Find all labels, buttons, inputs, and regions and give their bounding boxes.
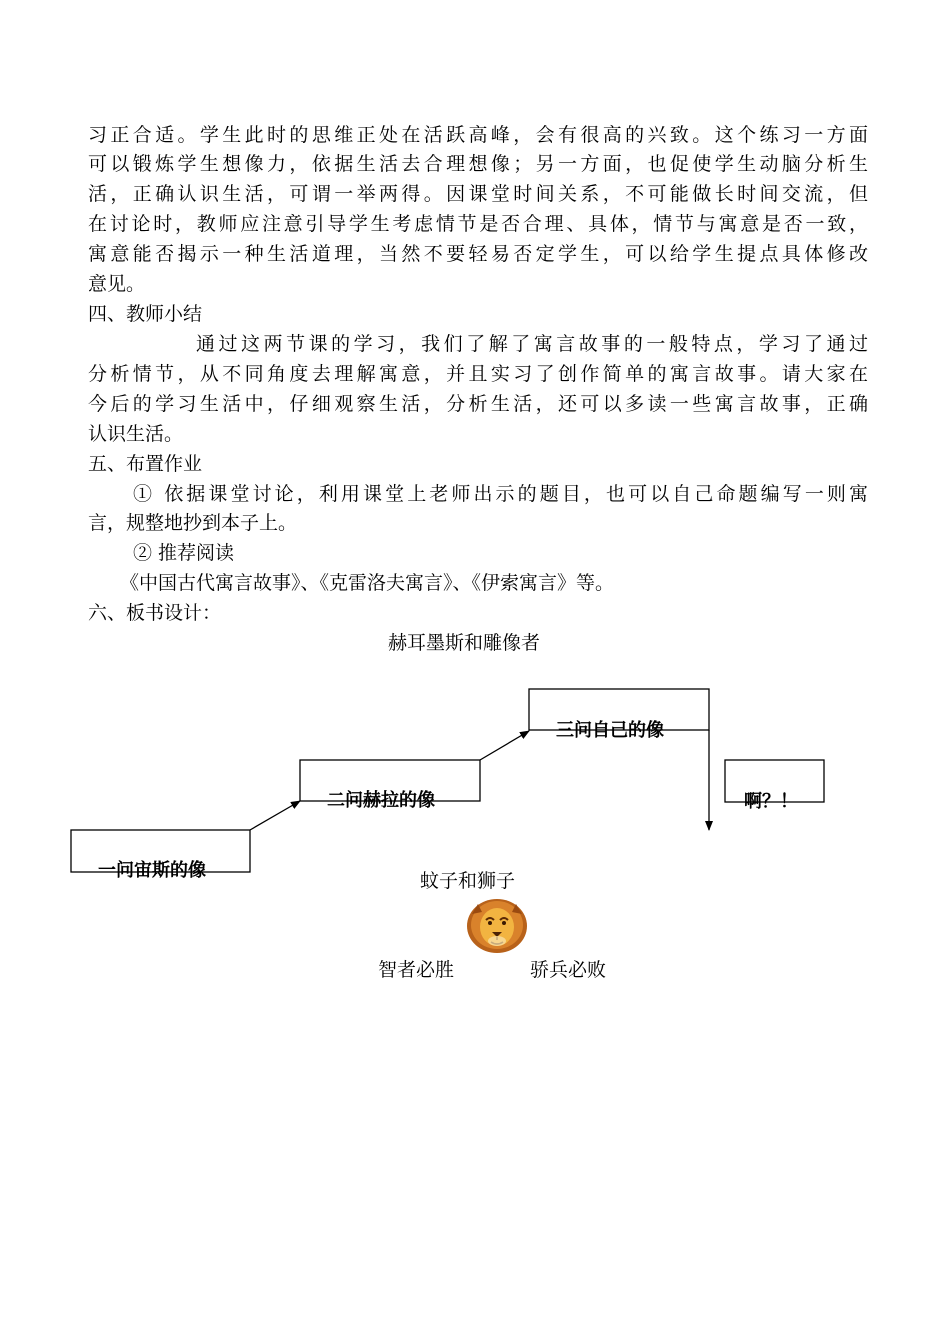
arrow-2-to-3 (480, 731, 529, 760)
paragraph-line: 活，正确认识生活，可谓一举两得。因课堂时间关系，不可能做长时间交流，但 (88, 183, 868, 205)
homework-item: ① 依据课堂讨论，利用课堂上老师出示的题目，也可以自己命题编写一则寓 (133, 483, 868, 505)
homework-item: 言，规整地抄到本子上。 (88, 512, 298, 534)
paragraph-line: 意见。 (88, 273, 146, 295)
paragraph-line: 分析情节，从不同角度去理解寓意，并且实习了创作简单的寓言故事。请大家在 (88, 363, 868, 385)
paragraph-line: 通过这两节课的学习，我们了解了寓言故事的一般特点，学习了通过 (196, 333, 868, 355)
moral-right: 骄兵必败 (530, 959, 607, 981)
step-label-1: 一问宙斯的像 (98, 860, 206, 881)
section-heading: 六、板书设计： (88, 602, 222, 624)
section-heading: 四、教师小结 (88, 303, 203, 325)
step-label-3: 三问自己的像 (556, 720, 664, 741)
paragraph-line: 可以锻炼学生想像力，依据生活去合理想像；另一方面，也促使学生动脑分析生 (88, 153, 868, 175)
board-title: 赫耳墨斯和雕像者 (388, 632, 541, 654)
paragraph-line: 在讨论时，教师应注意引导学生考虑情节是否合理、具体，情节与寓意是否一致， (88, 213, 868, 235)
homework-item: ② 推荐阅读 (133, 542, 235, 564)
paragraph-line: 认识生活。 (88, 423, 184, 445)
result-label: 啊？！ (744, 791, 798, 812)
paragraph-line: 今后的学习生活中，仔细观察生活，分析生活，还可以多读一些寓言故事，正确 (88, 393, 868, 415)
paragraph-line: 寓意能否揭示一种生活道理，当然不要轻易否定学生，可以给学生提点具体修改 (88, 243, 868, 265)
lion-head-icon (466, 896, 528, 954)
paragraph-line: 习正合适。学生此时的思维正处在活跃高峰，会有很高的兴致。这个练习一方面 (88, 124, 868, 146)
arrow-1-to-2 (250, 801, 300, 830)
board-title-2: 蚊子和狮子 (420, 870, 516, 892)
reading-list: 《中国古代寓言故事》、《克雷洛夫寓言》、《伊索寓言》等。 (120, 572, 615, 594)
section-heading: 五、布置作业 (88, 453, 203, 475)
step-label-2: 二问赫拉的像 (327, 790, 435, 811)
moral-left: 智者必胜 (378, 959, 455, 981)
